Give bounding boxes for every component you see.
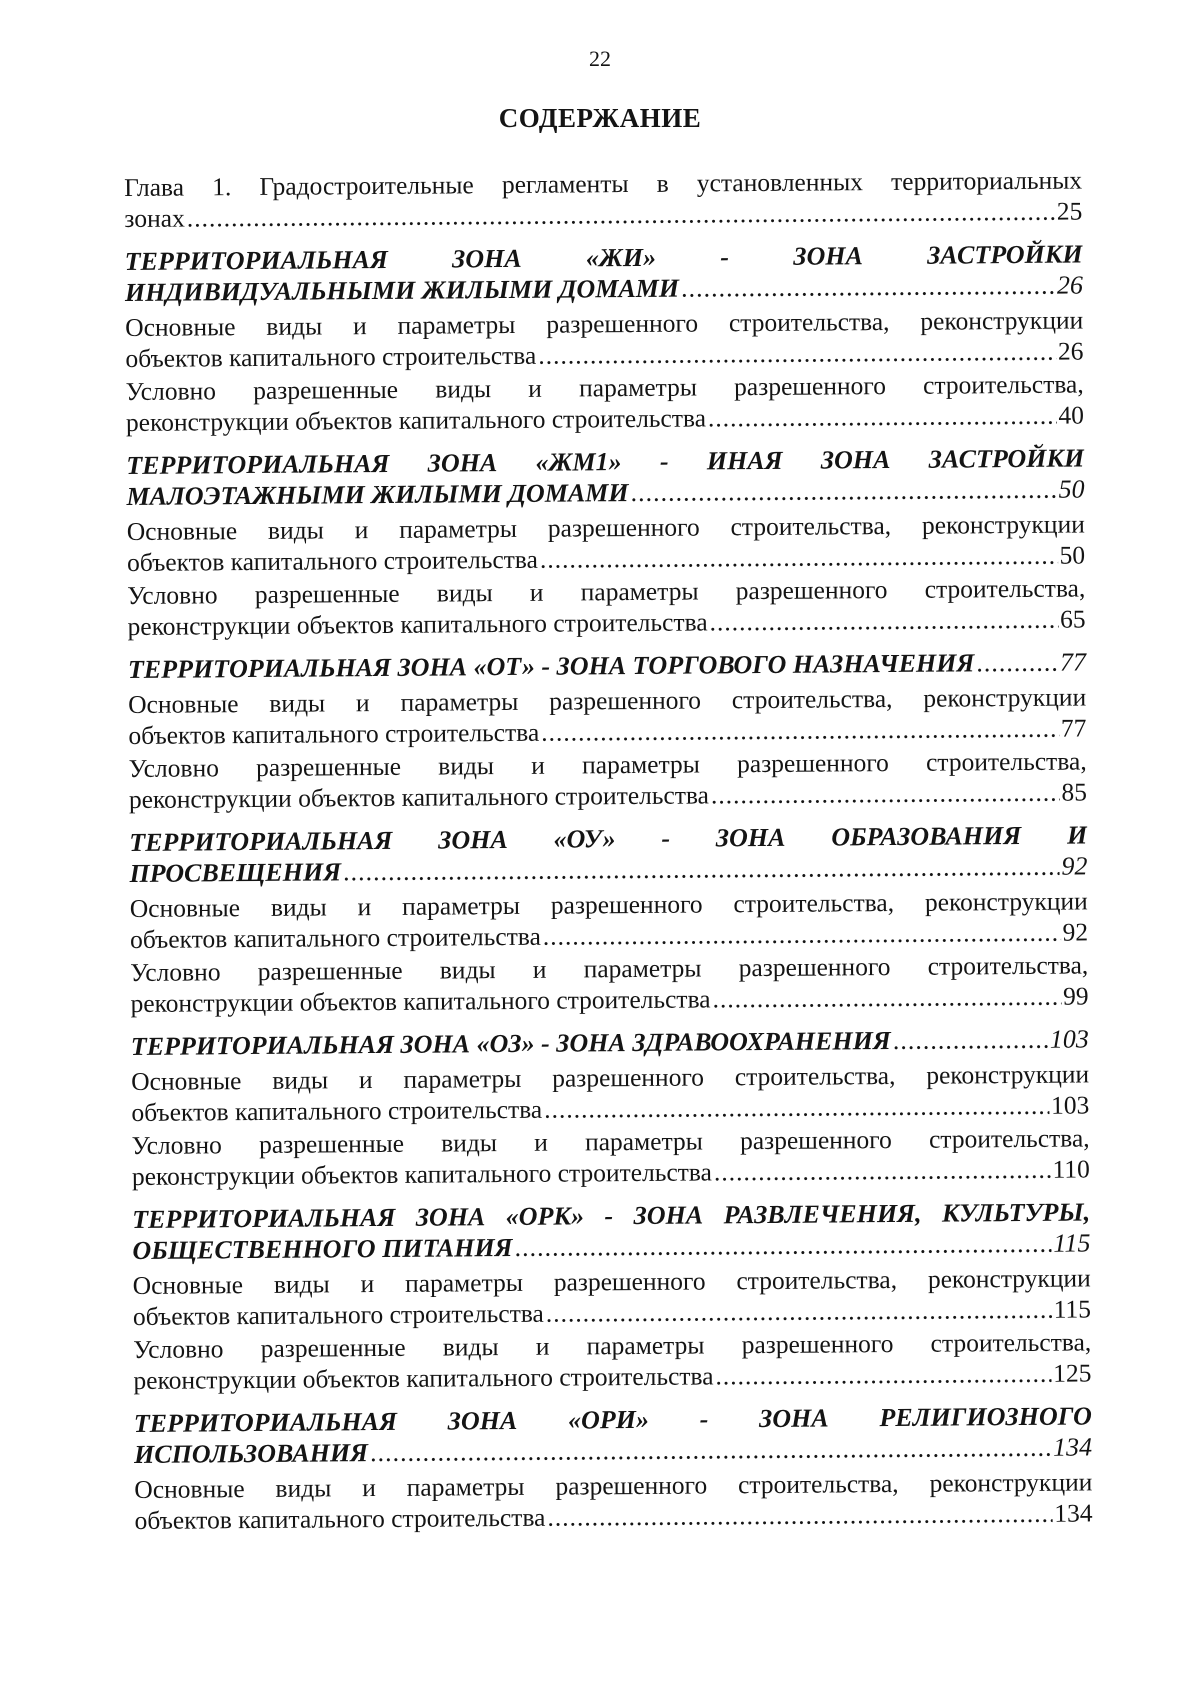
- toc-entry-title-line1: Условно разрешенные виды и параметры разрешенного строительства,: [133, 1327, 1092, 1364]
- toc-subsection-entry: [125, 304, 1083, 374]
- dot-leader: [708, 400, 1057, 434]
- table-of-contents: [124, 164, 1093, 1537]
- toc-page-number: 25: [1056, 196, 1083, 226]
- page-title: СОДЕРЖАНИЕ: [498, 103, 702, 133]
- toc-entry-title-line1: Основные виды и параметры разрешенного строительства, реконструкции: [126, 509, 1085, 546]
- toc-entry-title-line1: Глава 1. Градостроительные регламенты в установленных территориальных: [124, 165, 1083, 202]
- toc-entry-title-line2: ИНДИВИДУАЛЬНЫМИ ЖИЛЫМИ ДОМАМИ: [124, 273, 680, 307]
- toc-subsection-entry: [132, 1122, 1090, 1192]
- toc-entry-title-line1: Условно разрешенные виды и параметры разрешенного строительства,: [125, 369, 1084, 406]
- toc-entry-title-line2: реконструкции объектов капитального строительства: [127, 607, 708, 641]
- toc-entry-title-line2: ИСПОЛЬЗОВАНИЯ: [133, 1438, 369, 1469]
- toc-page-number: 134: [1054, 1498, 1093, 1528]
- toc-entry-title-line2: МАЛОЭТАЖНЫМИ ЖИЛЫМИ ДОМАМИ: [126, 478, 629, 511]
- toc-entry-title-line2: объектов капитального строительства: [134, 1502, 546, 1535]
- toc-entry-title-line1: Условно разрешенные виды и параметры разрешенного строительства,: [131, 1123, 1090, 1160]
- toc-page-number: 110: [1052, 1154, 1090, 1184]
- toc-subsection-entry: [127, 508, 1085, 578]
- dot-leader: [630, 474, 1056, 508]
- toc-entry-title-line2: объектов капитального строительства: [132, 1298, 544, 1331]
- dot-leader: [543, 917, 1061, 952]
- toc-page-number: 103: [1050, 1090, 1090, 1120]
- toc-page-number: 50: [1058, 474, 1085, 504]
- toc-entry-title-line2: объектов капитального строительства: [128, 717, 540, 750]
- toc-entry-title-line1: Основные виды и параметры разрешенного строительства, реконструкции: [134, 1467, 1093, 1504]
- dot-leader: [546, 1294, 1052, 1329]
- toc-subsection-entry: [134, 1466, 1092, 1536]
- toc-entry-title-line1: ТЕРРИТОРИАЛЬНАЯ ЗОНА «ЖМ1» - ИНАЯ ЗОНА ЗАСТРОЙКИ: [126, 443, 1085, 480]
- toc-entry-title-line2: объектов капитального строительства: [129, 921, 541, 954]
- toc-page-number: 77: [1060, 713, 1087, 743]
- dot-leader: [712, 981, 1061, 1015]
- toc-entry-title-line1: ТЕРРИТОРИАЛЬНАЯ ЗОНА «ОРК» - ЗОНА РАЗВЛЕЧЕНИЯ, КУЛЬТУРЫ,: [132, 1197, 1091, 1234]
- dot-leader: [544, 1090, 1049, 1125]
- toc-subsection-entry: [126, 368, 1084, 438]
- toc-zone-entry: [131, 1023, 1089, 1062]
- toc-entry-title-line2: объектов капитального строительства: [125, 340, 537, 373]
- toc-page-number: 92: [1062, 917, 1089, 947]
- toc-subsection-entry: [128, 681, 1086, 751]
- toc-subsection-entry: [130, 949, 1088, 1019]
- toc-page-number: 26: [1056, 270, 1084, 300]
- dot-leader: [541, 713, 1059, 748]
- toc-zone-entry: [129, 819, 1087, 889]
- toc-entry-title-line2: ТЕРРИТОРИАЛЬНАЯ ЗОНА «ОЗ» - ЗОНА ЗДРАВООХРАНЕНИЯ: [130, 1026, 891, 1061]
- dot-leader: [715, 1358, 1051, 1392]
- dot-leader: [893, 1024, 1048, 1056]
- toc-entry-title-line1: Условно разрешенные виды и параметры разрешенного строительства,: [127, 573, 1086, 610]
- toc-page-number: 85: [1061, 777, 1088, 807]
- toc-entry-title-line2: ОБЩЕСТВЕННОГО ПИТАНИЯ: [132, 1232, 513, 1265]
- toc-page-number: 115: [1053, 1294, 1092, 1324]
- dot-leader: [187, 196, 1055, 234]
- dot-leader: [514, 1228, 1051, 1263]
- dot-leader: [711, 777, 1060, 811]
- toc-entry-title-line1: Основные виды и параметры разрешенного строительства, реконструкции: [128, 682, 1087, 719]
- dot-leader: [343, 851, 1060, 888]
- toc-page-number: 134: [1052, 1432, 1093, 1462]
- dot-leader: [681, 270, 1055, 304]
- toc-zone-entry: [134, 1400, 1092, 1470]
- toc-page-number: 65: [1059, 604, 1086, 634]
- toc-zone-entry: [132, 1196, 1090, 1266]
- toc-entry-title-line2: реконструкции объектов капитального строительства: [128, 780, 710, 814]
- dot-leader: [709, 604, 1058, 638]
- toc-entry-title-line1: Основные виды и параметры разрешенного строительства, реконструкции: [129, 886, 1088, 923]
- toc-entry-title-line2: объектов капитального строительства: [131, 1094, 543, 1127]
- toc-chapter-entry: [124, 164, 1082, 234]
- dot-leader: [538, 336, 1056, 371]
- toc-entry-title-line2: реконструкции объектов капитального строительства: [125, 403, 707, 437]
- toc-entry-title-line1: Условно разрешенные виды и параметры разрешенного строительства,: [130, 950, 1089, 987]
- dot-leader: [370, 1432, 1051, 1468]
- toc-subsection-entry: [127, 572, 1085, 642]
- toc-entry-title-line1: ТЕРРИТОРИАЛЬНАЯ ЗОНА «ОУ» - ЗОНА ОБРАЗОВАНИЯ И: [129, 820, 1088, 857]
- toc-subsection-entry: [130, 885, 1088, 955]
- toc-subsection-entry: [129, 745, 1087, 815]
- toc-page-number: 92: [1061, 851, 1088, 881]
- toc-entry-title-line1: Основные виды и параметры разрешенного строительства, реконструкции: [131, 1059, 1090, 1096]
- dot-leader: [976, 647, 1058, 679]
- toc-page-number: 99: [1062, 981, 1089, 1011]
- toc-entry-title-line2: зонах: [124, 203, 185, 233]
- toc-entry-title-line1: ТЕРРИТОРИАЛЬНАЯ ЗОНА «ОРИ» - ЗОНА РЕЛИГИОЗНОГО: [133, 1401, 1092, 1438]
- dot-leader: [714, 1154, 1051, 1188]
- toc-zone-entry: [128, 646, 1086, 685]
- toc-entry-title-line2: реконструкции объектов капитального строительства: [133, 1361, 714, 1395]
- toc-entry-title-line2: реконструкции объектов капитального строительства: [130, 984, 711, 1018]
- toc-subsection-entry: [133, 1326, 1091, 1396]
- toc-page-number: 125: [1053, 1358, 1092, 1388]
- toc-entry-title-line1: Основные виды и параметры разрешенного строительства, реконструкции: [132, 1263, 1091, 1300]
- toc-page-number: 50: [1059, 540, 1086, 570]
- toc-entry-title-line2: ТЕРРИТОРИАЛЬНАЯ ЗОНА «ОТ» - ЗОНА ТОРГОВОГО НАЗНАЧЕНИЯ: [127, 648, 975, 684]
- toc-entry-title-line1: Основные виды и параметры разрешенного строительства, реконструкции: [125, 305, 1084, 342]
- toc-page-number: 115: [1053, 1228, 1091, 1258]
- page-number: 22: [589, 46, 611, 71]
- toc-page-number: 77: [1059, 647, 1086, 677]
- toc-zone-entry: [126, 442, 1084, 512]
- toc-entry-title-line2: ПРОСВЕЩЕНИЯ: [129, 857, 342, 888]
- dot-leader: [540, 540, 1058, 575]
- dot-leader: [547, 1498, 1052, 1533]
- toc-page-number: 103: [1049, 1024, 1089, 1054]
- toc-entry-title-line2: реконструкции объектов капитального строительства: [131, 1157, 713, 1191]
- toc-entry-title-line1: Условно разрешенные виды и параметры разрешенного строительства,: [128, 746, 1087, 783]
- toc-page-number: 40: [1058, 400, 1085, 430]
- toc-page-number: 26: [1057, 336, 1084, 366]
- toc-entry-title-line1: ТЕРРИТОРИАЛЬНАЯ ЗОНА «ЖИ» - ЗОНА ЗАСТРОЙКИ: [124, 239, 1083, 276]
- toc-zone-entry: [125, 238, 1083, 308]
- toc-entry-title-line2: объектов капитального строительства: [126, 544, 538, 577]
- toc-subsection-entry: [133, 1262, 1091, 1332]
- toc-subsection-entry: [131, 1058, 1089, 1128]
